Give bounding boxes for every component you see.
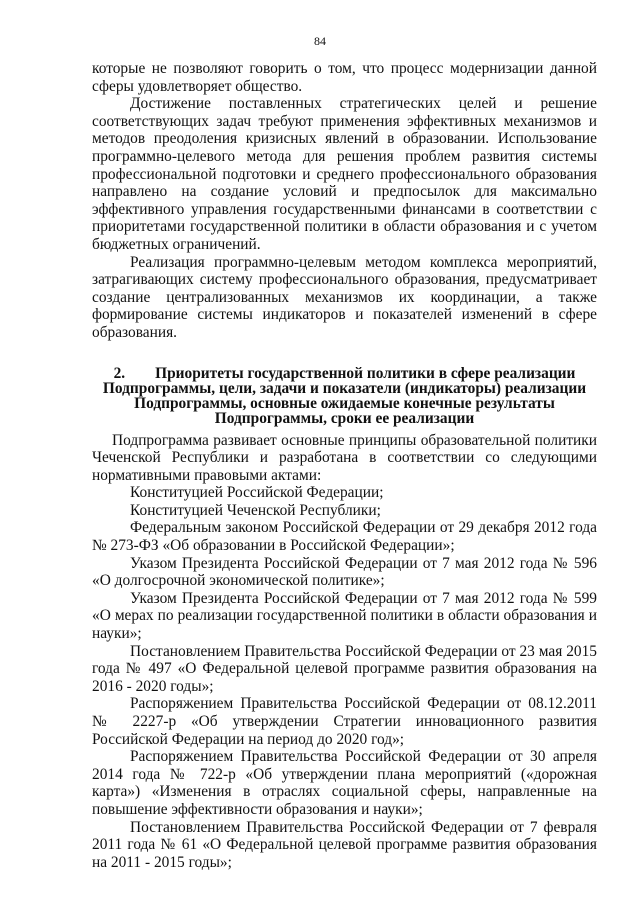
- intro-paragraph: Подпрограмма развивает основные принципы образовательной политики Чеченской Республики и разработана в соответствии со следующими нормативными правовыми актами:: [92, 431, 597, 484]
- legal-act-item: Конституцией Чеченской Республики;: [130, 501, 381, 519]
- legal-act-item: Постановлением Правительства Российской Федерации от 23 мая 2015 года № 497 «О Федеральной целевой программе развития образования на 2016 - 2020 годы»;: [92, 642, 597, 695]
- page-number: 84: [314, 34, 326, 48]
- section-heading-line: Подпрограммы, сроки ее реализации: [214, 409, 475, 427]
- paragraph: Достижение поставленных стратегических целей и решение соответствующих задач требуют применения эффективных механизмов и методов преодоления кризисных явлений в образовании. Использование программно-целевого метода для решения проблем развития системы профессиональной подготовки и среднего профессионального образования направлено на создание условий и предпосылок для максимально эффективного управления государственными финансами в соответствии с приоритетами государственной политики в области образования и с учетом бюджетных ограничений.: [92, 95, 597, 253]
- paragraph: Реализация программно-целевым методом комплекса мероприятий, затрагивающих систему профессионального образования, предусматривает создание централизованных механизмов их координации, а также формирование системы индикаторов и показателей изменений в сфере образования.: [92, 253, 597, 341]
- section-heading: [92, 366, 597, 426]
- legal-act-item: Распоряжением Правительства Российской Федерации от 08.12.2011 № 2227-р «Об утверждении Стратегии инновационного развития Российской Федерации на период до 2020 год»;: [92, 695, 597, 748]
- legal-act-item: Постановлением Правительства Российской Федерации от 7 февраля 2011 года № 61 «О Федеральной целевой программе развития образования на 2011 - 2015 годы»;: [92, 818, 597, 871]
- section-heading-line: Подпрограммы, основные ожидаемые конечные результаты: [134, 394, 555, 412]
- legal-act-item: Указом Президента Российской Федерации от 7 мая 2012 года № 599 «О мерах по реализации государственной политики в области образования и науки»;: [92, 589, 597, 643]
- legal-act-item: Распоряжением Правительства Российской Федерации от 30 апреля 2014 года № 722-р «Об утверждении плана мероприятий («дорожная карта») «Изменения в отраслях социальной сферы, направленные на повышение эффективности образования и науки»;: [92, 748, 597, 818]
- paragraph: которые не позволяют говорить о том, что процесс модернизации данной сферы удовлетворяет общество.: [92, 60, 597, 95]
- section-number: 2.: [113, 364, 126, 382]
- section-heading-line: [92, 366, 597, 381]
- legal-act-item: Указом Президента Российской Федерации от 7 мая 2012 года № 596 «О долгосрочной экономической политике»;: [92, 554, 597, 590]
- document-body: [92, 60, 597, 871]
- legal-act-item: Конституцией Российской Федерации;: [130, 484, 384, 502]
- section-heading-text: Приоритеты государственной политики в сфере реализации: [155, 364, 576, 382]
- section-heading-line: Подпрограммы, цели, задачи и показатели (индикаторы) реализации: [102, 379, 587, 397]
- legal-act-item: Федеральным законом Российской Федерации от 29 декабря 2012 года № 273-ФЗ «Об образовании в Российской Федерации»;: [92, 519, 597, 555]
